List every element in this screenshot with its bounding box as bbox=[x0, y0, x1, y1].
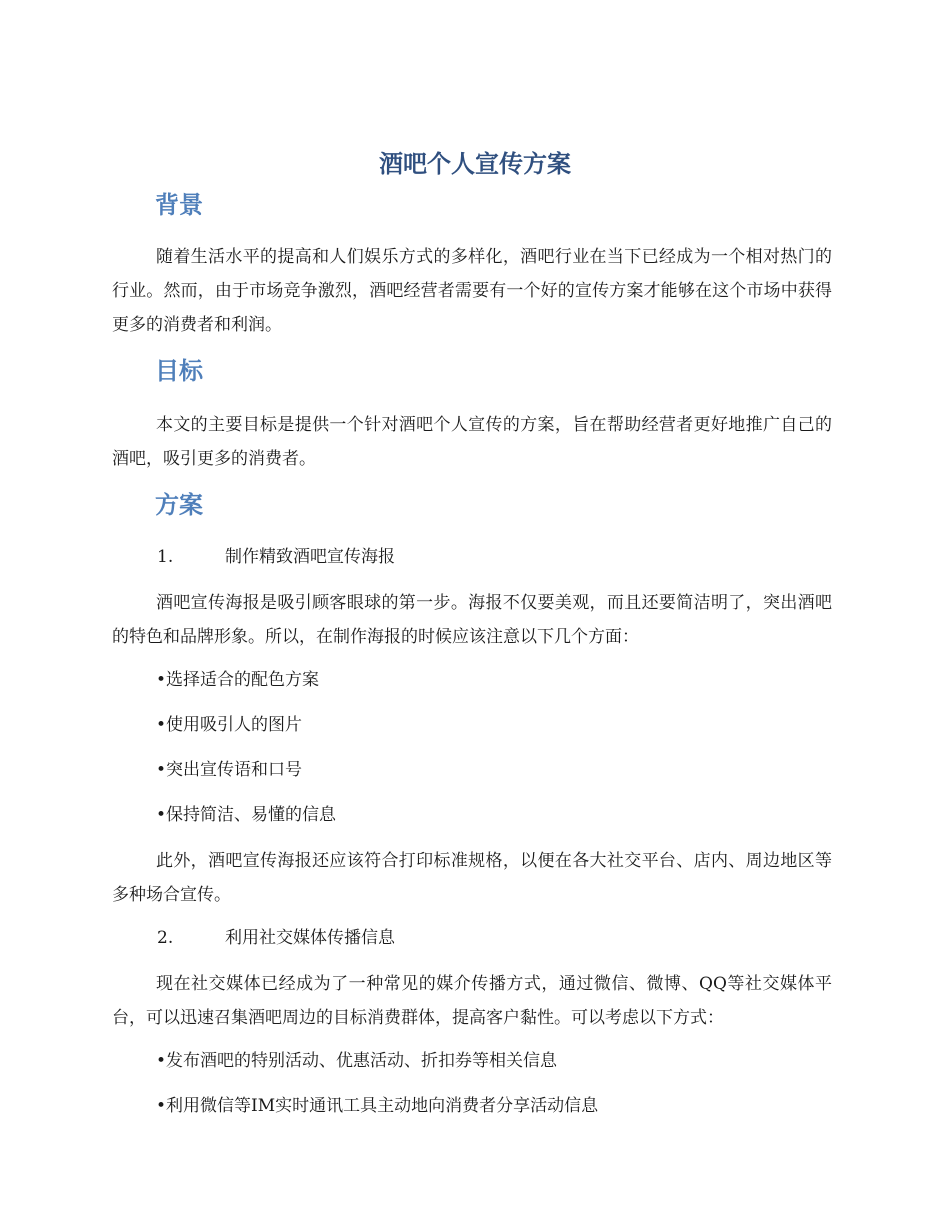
document-title: 酒吧个人宣传方案 bbox=[379, 150, 571, 178]
list-item bbox=[156, 666, 319, 694]
paragraph-social-intro: 现在社交媒体已经成为了一种常见的媒介传播方式，通过微信、微博、QQ等社交媒体平台，可以迅速召集酒吧周边的目标消费群体，提高客户黏性。可以考虑以下方式： bbox=[112, 974, 832, 1028]
heading-goal: 目标 bbox=[155, 357, 203, 385]
list-item-text: 选择适合的配色方案 bbox=[166, 670, 319, 690]
bullet-marker: • bbox=[156, 1096, 167, 1116]
heading-background: 背景 bbox=[155, 191, 203, 219]
list-item bbox=[156, 711, 302, 739]
paragraph-poster-outro: 此外，酒吧宣传海报还应该符合打印标准规格，以便在各大社交平台、店内、周边地区等多种场合宣传。 bbox=[112, 851, 832, 905]
bullet-marker: • bbox=[156, 715, 167, 735]
paragraph-background: 随着生活水平的提高和人们娱乐方式的多样化，酒吧行业在当下已经成为一个相对热门的行业。然而，由于市场竞争激烈，酒吧经营者需要有一个好的宣传方案才能够在这个市场中获得更多的消费者和利润。 bbox=[112, 247, 832, 335]
paragraph-goal: 本文的主要目标是提供一个针对酒吧个人宣传的方案，旨在帮助经营者更好地推广自己的酒吧，吸引更多的消费者。 bbox=[112, 415, 832, 469]
list-item-text: 利用微信等IM实时通讯工具主动地向消费者分享活动信息 bbox=[166, 1096, 599, 1116]
list-item-text: 保持简洁、易懂的信息 bbox=[166, 805, 336, 825]
bullet-marker: • bbox=[156, 1051, 167, 1071]
bullet-marker: • bbox=[156, 760, 167, 780]
list-item bbox=[156, 801, 336, 829]
plan-item-number: 1. bbox=[157, 547, 174, 567]
plan-item-number: 2. bbox=[157, 928, 174, 948]
bullet-marker: • bbox=[156, 805, 167, 825]
list-item bbox=[156, 1092, 598, 1120]
bullet-marker: • bbox=[156, 670, 167, 690]
list-item-text: 突出宣传语和口号 bbox=[166, 760, 302, 780]
list-item bbox=[156, 756, 302, 784]
heading-plan: 方案 bbox=[155, 491, 203, 519]
list-item-text: 使用吸引人的图片 bbox=[166, 715, 302, 735]
plan-item-title: 利用社交媒体传播信息 bbox=[225, 928, 395, 948]
plan-item-title: 制作精致酒吧宣传海报 bbox=[225, 547, 395, 567]
plan-item-2-heading bbox=[157, 924, 395, 952]
list-item-text: 发布酒吧的特别活动、优惠活动、折扣券等相关信息 bbox=[166, 1051, 557, 1071]
plan-item-1-heading bbox=[157, 543, 395, 571]
paragraph-poster-intro: 酒吧宣传海报是吸引顾客眼球的第一步。海报不仅要美观，而且还要简洁明了，突出酒吧的特色和品牌形象。所以，在制作海报的时候应该注意以下几个方面： bbox=[112, 593, 832, 647]
list-item bbox=[156, 1047, 557, 1075]
